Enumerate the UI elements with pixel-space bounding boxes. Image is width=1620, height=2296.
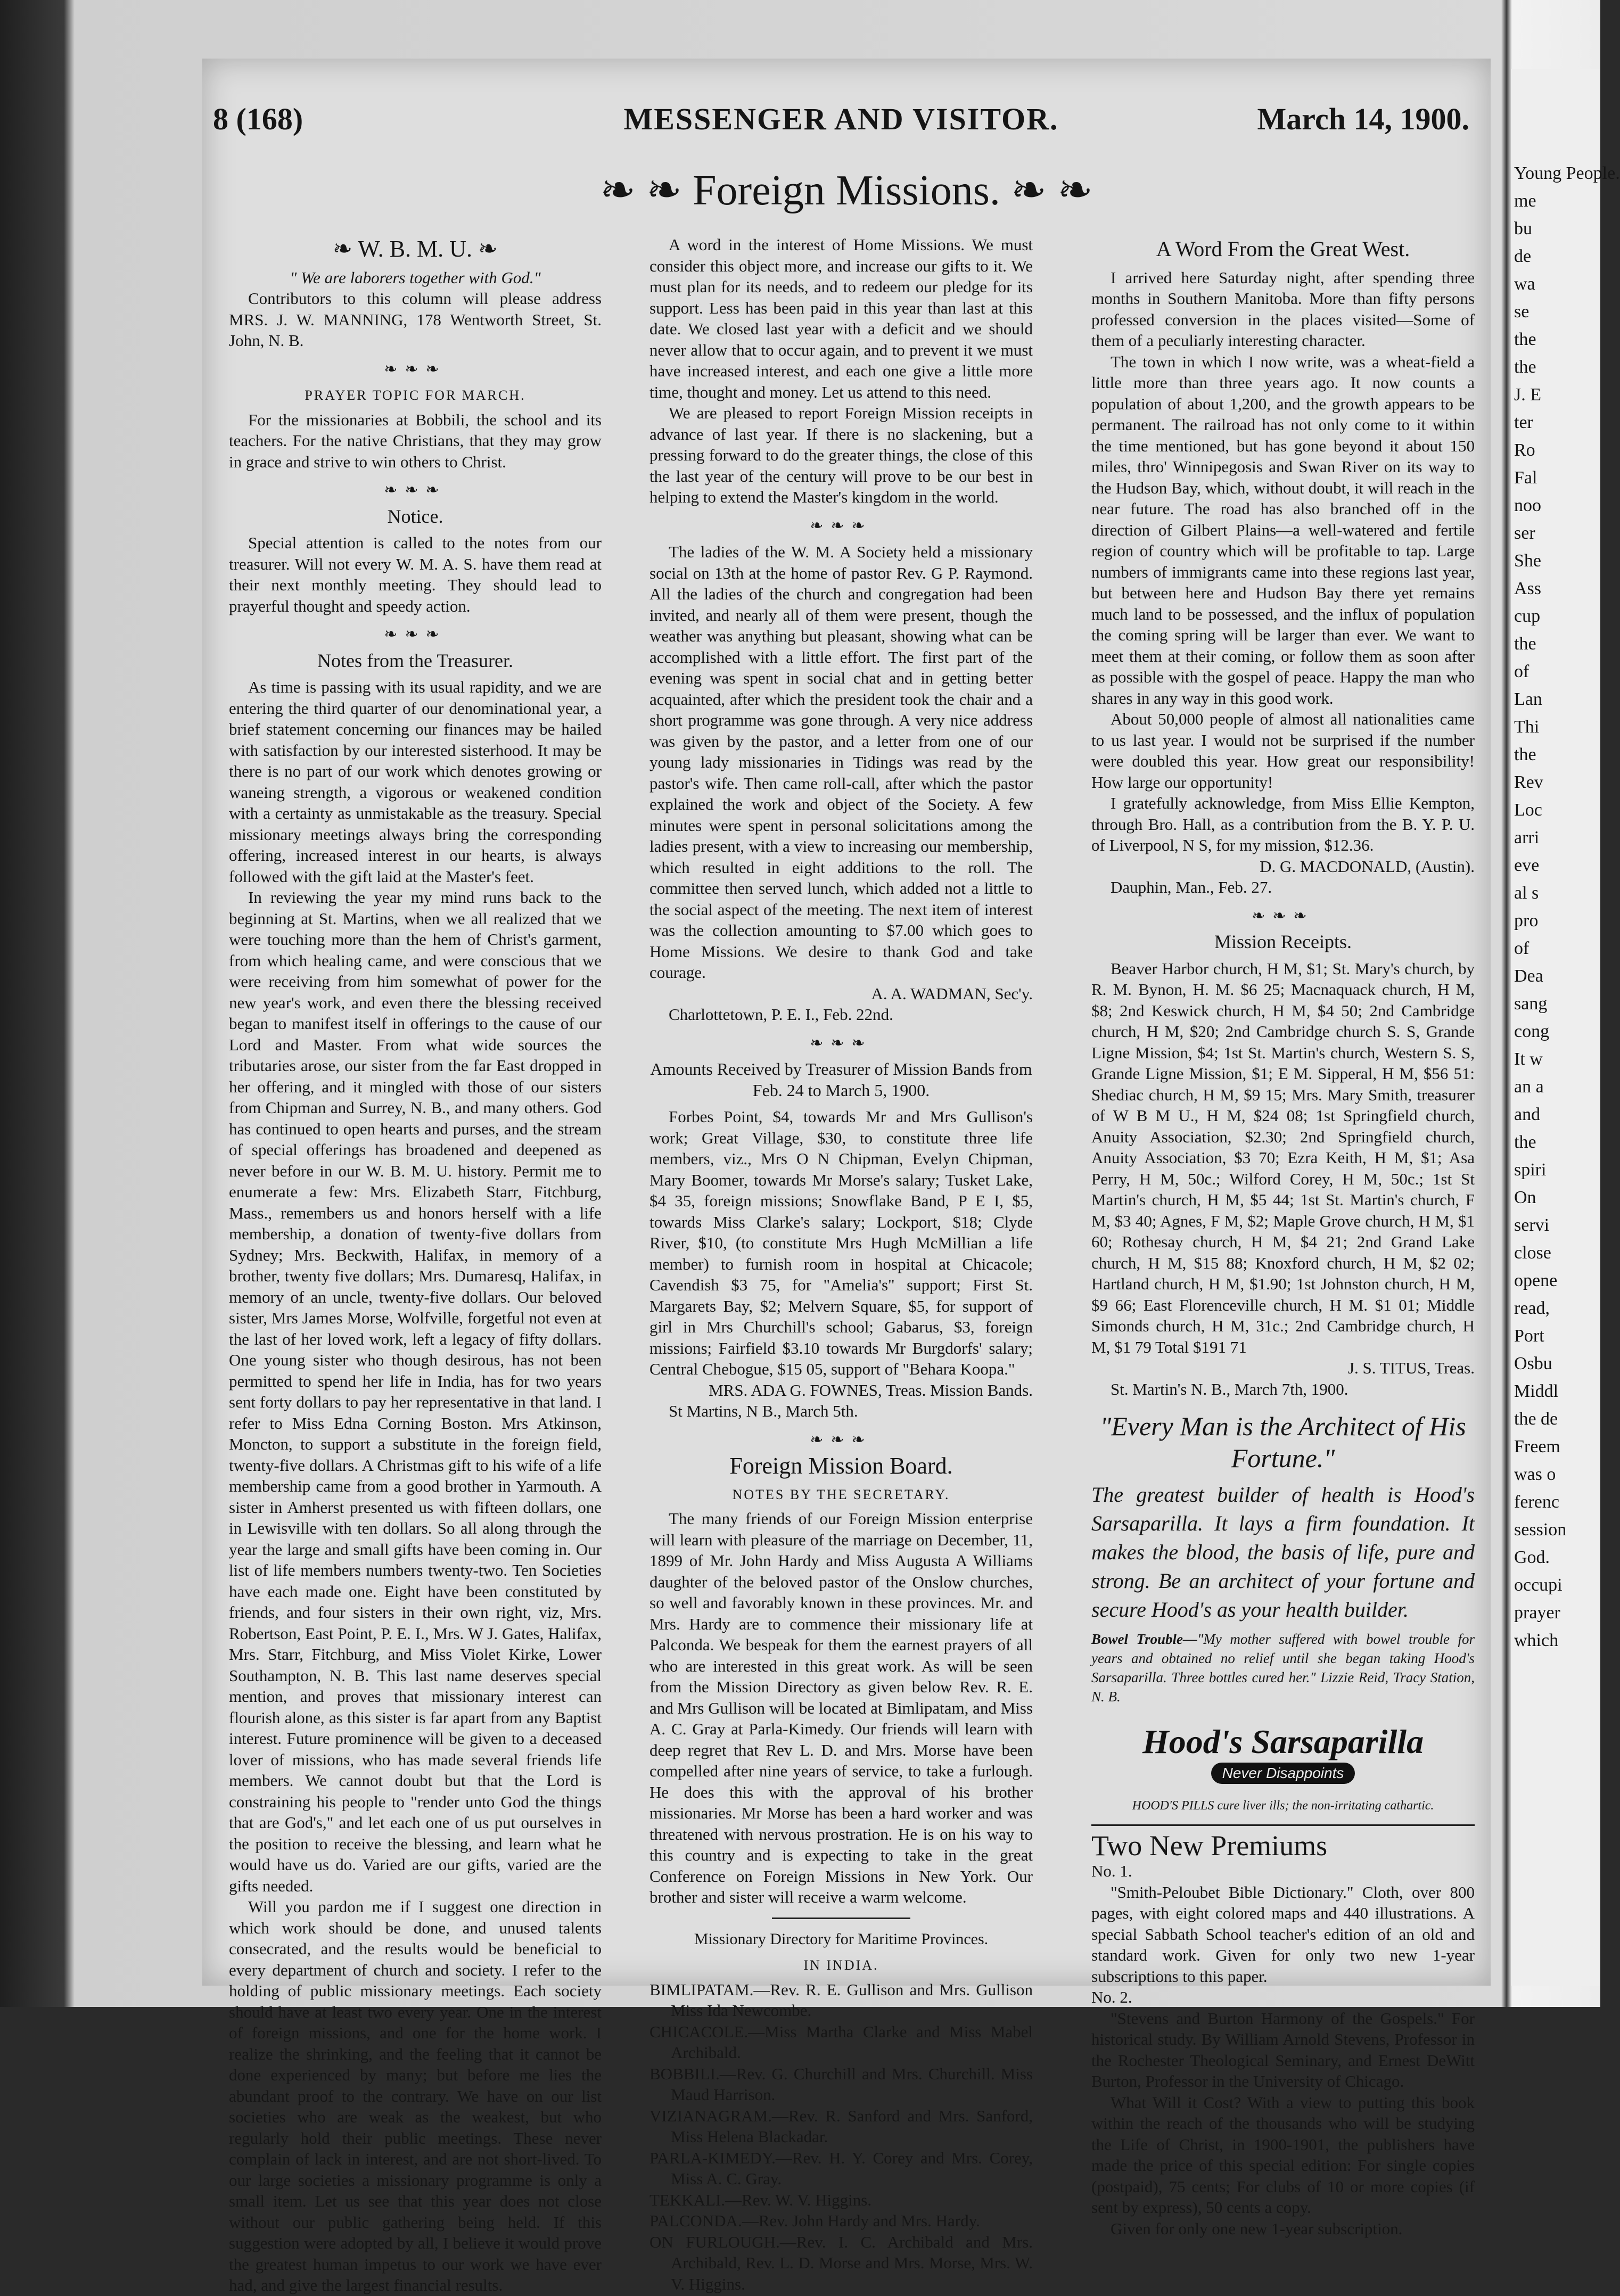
ad-body: The greatest builder of health is Hood's Sarsaparilla. It lays a firm foundation. It makes the blood, the basis of life, pure and strong. Be an architect of your fortune and secure Hood's as your health builder.: [1091, 1483, 1475, 1622]
directory-entry: VIZIANAGRAM.—Rev. R. Sanford and Mrs. Sanford, Miss Helena Blackadar.: [649, 2106, 1033, 2146]
separator-ornament: ❧❧❧: [384, 360, 447, 378]
edge-fragment: Fal: [1514, 468, 1537, 488]
premium-item: What Will it Cost? With a view to putting this book within the reach of the thousands who will be studying the Life of Christ, in 1900-1901, the publishers have made the price of this special edition: For single copies (postpaid), 75 cents; For clubs of 10 or more copies (if sent by express), 50 cents a copy.: [1091, 2093, 1475, 2217]
edge-fragment: which: [1514, 1631, 1559, 1650]
edge-fragment: ser: [1514, 523, 1535, 543]
edge-fragment: sang: [1514, 994, 1548, 1014]
edge-fragment: Lan: [1514, 689, 1542, 709]
west-paragraph: I arrived here Saturday night, after spending three months in Southern Manitoba. More than fifty persons professed conversion in the places visited—Some of them of a peculiarly interesting character.: [1091, 268, 1475, 350]
edge-fragment: Freem: [1514, 1437, 1560, 1456]
home-missions-paragraph: A word in the interest of Home Missions. We must consider this object more, and increase our gifts to it. We must plan for its needs, and to redeem our pledge for its support. Less has been paid in this year than last at this date. We closed last year with a deficit and we should never allow that to occur again, and to prevent it we must have increased interest, and each one give a little more time, thought and money. Let us attend to this need.: [649, 235, 1033, 401]
edge-fragment: Port: [1514, 1326, 1544, 1346]
directory-entry: BOBBILI.—Rev. G. Churchill and Mrs. Churchill. Miss Maud Harrison.: [649, 2064, 1033, 2104]
edge-fragment: Dea: [1514, 966, 1543, 986]
adjacent-page-edge: [1511, 69, 1620, 1986]
masthead-title: MESSENGER AND VISITOR.: [623, 102, 1059, 136]
edge-fragment: read,: [1514, 1298, 1550, 1318]
edge-fragment: me: [1514, 191, 1536, 211]
board-subheading: NOTES BY THE SECRETARY.: [732, 1486, 950, 1502]
edge-fragment: Loc: [1514, 800, 1542, 820]
ad-headline: "Every Man is the Architect of His Fortune.": [1100, 1411, 1466, 1473]
logo-tagline: Never Disappoints: [1222, 1765, 1344, 1781]
edge-fragment: the: [1514, 1132, 1536, 1152]
directory-entry: ON FURLOUGH.—Rev. I. C. Archibald and Mrs. Archibald, Rev. L. D. Morse and Mrs. Morse, Mrs. W. V. Higgins.: [649, 2232, 1033, 2293]
separator-ornament: ❧❧❧: [810, 516, 873, 534]
receipts-text: Beaver Harbor church, H M, $1; St. Mary's church, by R. M. Bynon, H. M. $6 25; Macnaquack church, H M, $8; 2nd Keswick church, H M, $4 50; 2nd Cambridge church, H M, $20; 2nd Cambridge church S. S, Grande Ligne Mission, $4; 1st St. Martin's church, Western S. S, Grande Ligne Mission, $1; E M. Sipperal, H M, $56 51: Shediac church, H M, $9 15; Mrs. Mary Smith, treasurer of W B M U., H M, $24 08; 1st Springfield church, Anuity Association, $2.30; 2nd Springfield church, Anuity Association, $3 70; Ezra Keith, H M, $1; Asa Perry, H M, 50c.; Wilford Corey, H M, 50c.; 1st St Martin's church, H M, $5 44; 1st St. Martin's church, F M, $3 40; Agnes, F M, $2; Maple Grove church, H M, $1 60; Rothesay church, H M, $4 21; 2nd Grand Lake church, H M, $15 88; Knoxford church, H M, $2 02; Hartland church, H M, $1.90; 1st Johnston church, H M, $9 66; East Florenceville church, H M. $1 01; Middle Simonds church, H M, 31c.; 2nd Cambridge church, H M, $1 79 Total $191 71: [1091, 959, 1475, 1356]
separator-ornament: ❧❧❧: [384, 626, 447, 643]
page-number: 8 (168): [213, 102, 303, 136]
hoods-advertisement: [1091, 1410, 1475, 1826]
receipts-signature: J. S. TITUS, Treas.: [1347, 1359, 1475, 1377]
treasurer-paragraph: As time is passing with its usual rapidity, and we are entering the third quarter of our denominational year, a brief statement concerning our finances may be hailed with satisfaction by our interested sisterhood. It may be there is no part of our work which denotes growing or waneing strength, a vigorous or weakened condition with a certainty as unmistakable as the treasury. Special missionary meetings always bring the corresponding offering, increased interest in our hearts, is always followed with the gift laid at the Master's feet.: [229, 678, 602, 886]
edge-fragment: God.: [1514, 1548, 1550, 1567]
edge-fragment: Osbu: [1514, 1354, 1552, 1373]
issue-date: March 14, 1900.: [1257, 102, 1469, 136]
wbmu-heading: ❧ W. B. M. U. ❧: [333, 236, 498, 262]
edge-fragment: spiri: [1514, 1160, 1547, 1180]
ornament-icon: ❧: [333, 236, 358, 262]
bands-text: Forbes Point, $4, towards Mr and Mrs Gullison's work; Great Village, $30, to constitute three life members, viz., Mrs O N Chipman, Evelyn Chipman, Mary Boomer, towards Mr Morse's salary; Tusket Lake, $4 35, foreign missions; Snowflake Band, P E I, $5, towards Miss Clarke's salary; Lockport, $18; Clyde River, $10, (to constitute Mrs Hugh McMillian a life member) to furnish room in hospital at Chicacole; Cavendish $3 75, for "Amelia's" support; First St. Margarets Bay, $2; Melvern Square, $5, for support of girl in Mrs Churchill's school; Gabarus, $3, foreign missions; Fairfield $3.10 towards Mr Burgdorfs' salary; Central Chebogue, $15 05, support of "Behara Koopa.": [649, 1107, 1033, 1378]
west-paragraph: About 50,000 people of almost all nationalities came to us last year. I would not be surprised if the number were doubled this year. How great our responsibility! How large our opportunity!: [1091, 710, 1475, 792]
social-text: The ladies of the W. M. A Society held a missionary social on 13th at the home of pastor Rev. G P. Raymond. All the ladies of the church and congregation had been invited, and nearly all of them were present, though the weather was anything but pleasant, showing what can be accomplished with a little effort. The first part of the evening was spent in social chat and in getting better acquainted, after which the president took the chair and a short programme was gone through. A very nice address was given by the pastor, and a letter from one of our young lady missionaries in Tidings was read by the pastor's wife. Then came roll-call, after which the pastor explained the work and object of the Society. A few minutes were spent in personal solicitations among the ladies present, with a view to increasing our membership, which resulted in eight additions to the roll. The committee then served lunch, which added not a little to the social aspect of the meeting. The next item of interest was the collection amounting to $7.00 which goes to Home Missions. We desire to thank God and take courage.: [649, 542, 1033, 982]
directory-entry: PARLA-KIMEDY.—Rev. H. Y. Corey and Mrs. Corey, Miss A. C. Gray.: [649, 2148, 1033, 2188]
edge-fragment: It w: [1514, 1049, 1543, 1069]
notice-text: Special attention is called to the notes from our treasurer. Will not every W. M. A. S. have them read at their next monthly meeting. They should lead to prayerful thought and speedy action.: [229, 533, 602, 615]
board-heading: Foreign Mission Board.: [729, 1453, 953, 1479]
separator-ornament: ❧❧❧: [1252, 907, 1314, 925]
social-place: Charlottetown, P. E. I., Feb. 22nd.: [669, 1005, 893, 1024]
premium-item: Given for only one new 1-year subscription.: [1111, 2219, 1403, 2238]
column-right: [1091, 234, 1475, 2239]
edge-fragment: cong: [1514, 1022, 1550, 1041]
treasurer-paragraph: Will you pardon me if I suggest one direction in which work should be done, and unused talents consecrated, and the results would be beneficial to every department of church and society. I refer to the holding of public missionary meetings. Each society should have at least two every year. One in the interest of foreign missions, and one for the home work. I realize the shrinking, and the feeling that it cannot be done experienced by many; but before me lies the abundant proof to the contrary. We have on our list societies who are weak as the weakest, but who regularly hold their public meetings. These never complain of lack in interest, and are not short-lived. To our large societies a missionary programme is only a small item. Let us see that this year does not close without our public gathering being held. If this suggestion were adopted by all, I believe it would prove the greatest human impetus to our work we have ever had, and give the largest financial results.: [229, 1897, 602, 2294]
edge-fragment: session: [1514, 1520, 1567, 1540]
edge-fragment: of: [1514, 662, 1529, 681]
edge-fragment: prayer: [1514, 1603, 1560, 1623]
treasurer-paragraph: In reviewing the year my mind runs back to the beginning at St. Martins, when we all realized that we were touching more than the hem of Christ's garment, from which healing came, and were conscious that we were receiving from him somewhat of power for the new year's work, and even there the blessing received began to manifest itself in offerings to the cause of our Lord and Master. From what wide sources the tributaries arose, our sister from the far East dropped in her offering, and it mingled with those of our sisters from Chipman and Surrey, N. B., and many others. God has continued to open hearts and purses, and the stream of special offerings has broadened and deepened as never before in our W. B. M. U. history. Permit me to enumerate a few: Mrs. Elizabeth Starr, Fitchburg, Mass., remembers us and honors herself with a life membership, a donation of twenty-five dollars from Sydney; Mrs. Beckwith, Halifax, in memory of a brother, twenty five dollars; Mrs. Dumaresq, Halifax, in memory of an uncle, twenty-five dollars. Our beloved sister, Mrs James Morse, Wolfville, forgetful not even at the last of her loved work, left a legacy of fifty dollars. One young sister who though desirous, has not been permitted to spend her life in India, has for two years sent forty dollars to pay her representative in that land. I refer to Miss Edna Corning Boston. Mrs Atkinson, Moncton, to support a substitute in the foreign field, twenty-five dollars. A Christmas gift to his wife of a life membership came from a good brother in Yarmouth. A sister in Amherst presented us with fifteen dollars, one in Lewisville with ten dollars. So all along through the year the large and small gifts have been coming in. Our list of life members numbers twenty-two. Ten Societies have each made one. Eight have been constituted by friends, and four sisters in their own right, viz, Mrs. Robertson, East Point, P. E. I., Mrs. W J. Gates, Halifax, Mrs. Starr, Fitchburg, and Miss Violet Kirke, Lower Southampton, N. B. This last name deserves special mention, and proves that missionary interest can flourish alone, as this sister is far apart from any Baptist interest. Future prominence will be given to a deceased lover of missions, who has made several friends life members. We cannot doubt but that the Lord is constraining his people to "render unto God the things that are God's," and let each one of us put ourselves in the position to receive the blessing, and learn what he would have us do. Varied are our gifts, varied are the gifts needed.: [229, 888, 602, 1895]
separator-ornament: ❧❧❧: [384, 481, 447, 499]
edge-fragment: J. E: [1514, 385, 1541, 405]
premium-number: No. 1.: [1091, 1862, 1132, 1880]
ad-pills-line: HOOD'S PILLS cure liver ills; the non-irritating cathartic.: [1132, 1799, 1434, 1813]
mission-directory: [649, 1979, 1033, 2295]
bands-signature: MRS. ADA G. FOWNES, Treas. Mission Bands.: [709, 1380, 1033, 1400]
hoods-logo: [1142, 1716, 1424, 1790]
board-text: The many friends of our Foreign Mission enterprise will learn with pleasure of the marriage on December, 11, 1899 of Mr. John Hardy and Miss Augusta A Williams daughter of the beloved pastor of the Onslow churches, so well and favorably known in these provinces. Mr. and Mrs. Hardy are to commence their missionary life at Palconda. We bespeak for them the earnest prayers of all who are interested in this great work. As will be seen from the Mission Directory as given below Rev. R. E. and Mrs Gullison will be located at Bimlipatam, and Miss A. C. Gray at Parla-Kimedy. Our friends will learn with deep regret that Rev L. D. and Mrs. Morse have been compelled after nine years of service, to take a furlough. He does this with the approval of his brother missionaries. Mr Morse has been a hard worker and was threatened with nervous prostration. He is on his way to this country and is expecting to take in the great Conference on Foreign Missions in New York. Our brother and sister will receive a warm welcome.: [649, 1509, 1033, 1906]
edge-fragment: arri: [1514, 828, 1540, 847]
treasurer-heading: Notes from the Treasurer.: [317, 649, 513, 671]
column-middle: [649, 234, 1033, 2294]
west-paragraph: The town in which I now write, was a wheat-field a little more than three years ago. It now counts a population of about 1,200, and the growth appears to be permanent. The railroad has not only come to it within the time mentioned, but has gone beyond it about 150 miles, thro' Winnipegosis and Swan River on its way to the Hudson Bay, which, without doubt, it will reach in the near future. The road has also branched off in the direction of Gilbert Plains—a well-watered and fertile region of country which will be profitable to tap. Large numbers of immigrants came into these regions last year, but between here and Hudson Bay there yet remains much land to be possessed, and the influx of population the coming spring will be larger than ever. We want to meet them at their coming, or follow them as soon after as possible with the gospel of peace. Happy the man who shares in any way in this good work.: [1091, 352, 1475, 707]
home-missions-paragraph: We are pleased to report Foreign Mission receipts in advance of last year. If there is no slackening, but a pressing forward to do the greater things, the close of this the last year of the century will prove to be our best in helping to extend the Master's kingdom in the world.: [649, 404, 1033, 506]
edge-fragment: Middl: [1514, 1381, 1559, 1401]
west-heading: A Word From the Great West.: [1156, 237, 1410, 261]
edge-fragment: and: [1514, 1105, 1541, 1124]
prayer-text: For the missionaries at Bobbili, the school and its teachers. For the native Christians, that they may grow in grace and strive to win others to Christ.: [229, 410, 602, 471]
ornament-icon: ❧: [472, 236, 498, 262]
edge-fragment: On: [1514, 1188, 1536, 1207]
edge-fragment: was o: [1514, 1464, 1556, 1484]
edge-fragment: cup: [1514, 606, 1541, 626]
directory-entry: TEKKALI.—Rev. W. V. Higgins.: [649, 2190, 872, 2209]
edge-fragment: Ass: [1514, 579, 1542, 598]
directory-entry: CHICACOLE.—Miss Martha Clarke and Miss Mabel Archibald.: [649, 2022, 1033, 2062]
separator-ornament: ❧❧❧: [810, 1430, 873, 1449]
edge-fragment: eve: [1514, 855, 1540, 875]
column-wbmu: [229, 234, 602, 2296]
logo-name: Hood's Sarsaparilla: [1142, 1723, 1424, 1760]
premiums-heading: Two New Premiums: [1091, 1829, 1328, 1862]
edge-fragment: servi: [1514, 1215, 1550, 1235]
edge-fragment: Young People.: [1514, 163, 1620, 183]
prayer-heading: PRAYER TOPIC FOR MARCH.: [305, 388, 526, 403]
edge-fragment: the: [1514, 745, 1536, 764]
edge-fragment: Thi: [1514, 717, 1540, 737]
receipts-heading: Mission Receipts.: [1214, 931, 1352, 952]
ad-testimonial: Bowel Trouble—"My mother suffered with bowel trouble for years and obtained no relief until she began taking Hood's Sarsaparilla. Three bottles cured her." Lizzie Reid, Tracy Station, N. B.: [1091, 1631, 1475, 1705]
edge-fragment: noo: [1514, 496, 1541, 515]
edge-fragment: occupi: [1514, 1575, 1563, 1595]
wbmu-motto: " We are laborers together with God.": [290, 268, 541, 287]
newspaper-page: [202, 59, 1491, 2294]
separator-ornament: ❧❧❧: [810, 1034, 873, 1052]
edge-fragment: de: [1514, 246, 1532, 266]
premium-item: "Stevens and Burton Harmony of the Gospels." For historical study. By William Arnold Stevens, Professor in the Rochester Theological Seminary, and Ernest DeWitt Burton, Professor in the University of Chicago.: [1091, 2009, 1475, 2091]
edge-fragment: of: [1514, 939, 1529, 958]
directory-entry: BIMLIPATAM.—Rev. R. E. Gullison and Mrs. Gullison Miss Ida Newcombe.: [649, 1980, 1033, 2020]
directory-entry: PALCONDA.—Rev. John Hardy and Mrs. Hardy.: [649, 2211, 980, 2230]
bands-place: St Martins, N B., March 5th.: [669, 1402, 858, 1420]
west-signature: D. G. MACDONALD, (Austin).: [1260, 857, 1475, 876]
page-header: [213, 101, 1469, 149]
edge-fragment: se: [1514, 302, 1529, 322]
wbmu-contrib: Contributors to this column will please address MRS. J. W. MANNING, 178 Wentworth Street, St. John, N. B.: [229, 289, 602, 350]
edge-fragment: Rev: [1514, 772, 1543, 792]
receipts-place: St. Martin's N. B., March 7th, 1900.: [1111, 1379, 1348, 1398]
edge-fragment: the: [1514, 330, 1536, 349]
premiums-section: [1091, 1829, 1475, 2240]
edge-fragment: Ro: [1514, 440, 1535, 460]
notice-heading: Notice.: [387, 505, 443, 527]
directory-heading: Missionary Directory for Maritime Provinces.: [694, 1930, 989, 1948]
edge-fragment: the de: [1514, 1409, 1558, 1429]
ornament-icon: ❧ ❧: [1000, 167, 1093, 214]
edge-fragment: bu: [1514, 219, 1532, 238]
ornament-icon: ❧ ❧: [600, 167, 693, 214]
edge-fragment: an a: [1514, 1077, 1544, 1097]
west-place: Dauphin, Man., Feb. 27.: [1111, 878, 1272, 896]
edge-fragment: wa: [1514, 274, 1535, 294]
premium-item: "Smith-Peloubet Bible Dictionary." Cloth, over 800 pages, with eight colored maps and 440 illustrations. A special Sabbath School teacher's edition of an old and standard work. Given for only two new 1-year subscriptions to this paper.: [1091, 1882, 1475, 1986]
directory-subheading: IN INDIA.: [803, 1957, 879, 1973]
edge-fragment: al s: [1514, 883, 1539, 903]
bands-heading: Amounts Received by Treasurer of Mission Bands from Feb. 24 to March 5, 1900.: [650, 1059, 1032, 1100]
edge-fragment: the: [1514, 634, 1536, 654]
west-paragraph: I gratefully acknowledge, from Miss Ellie Kempton, through Bro. Hall, as a contribution from the B. Y. P. U. of Liverpool, N S, for my mission, $12.36.: [1091, 794, 1475, 854]
premium-number: No. 2.: [1091, 1988, 1132, 2006]
section-title: [202, 165, 1491, 215]
edge-fragment: pro: [1514, 911, 1539, 931]
edge-fragment: close: [1514, 1243, 1551, 1263]
edge-fragment: the: [1514, 357, 1536, 377]
section-title-text: Foreign Missions.: [693, 167, 1000, 214]
edge-fragment: ferenc: [1514, 1492, 1559, 1512]
edge-fragment: opene: [1514, 1271, 1558, 1290]
divider: [772, 1918, 910, 1919]
edge-fragment: She: [1514, 551, 1541, 571]
social-signature: A. A. WADMAN, Sec'y.: [871, 984, 1033, 1003]
edge-fragment: ter: [1514, 413, 1533, 432]
